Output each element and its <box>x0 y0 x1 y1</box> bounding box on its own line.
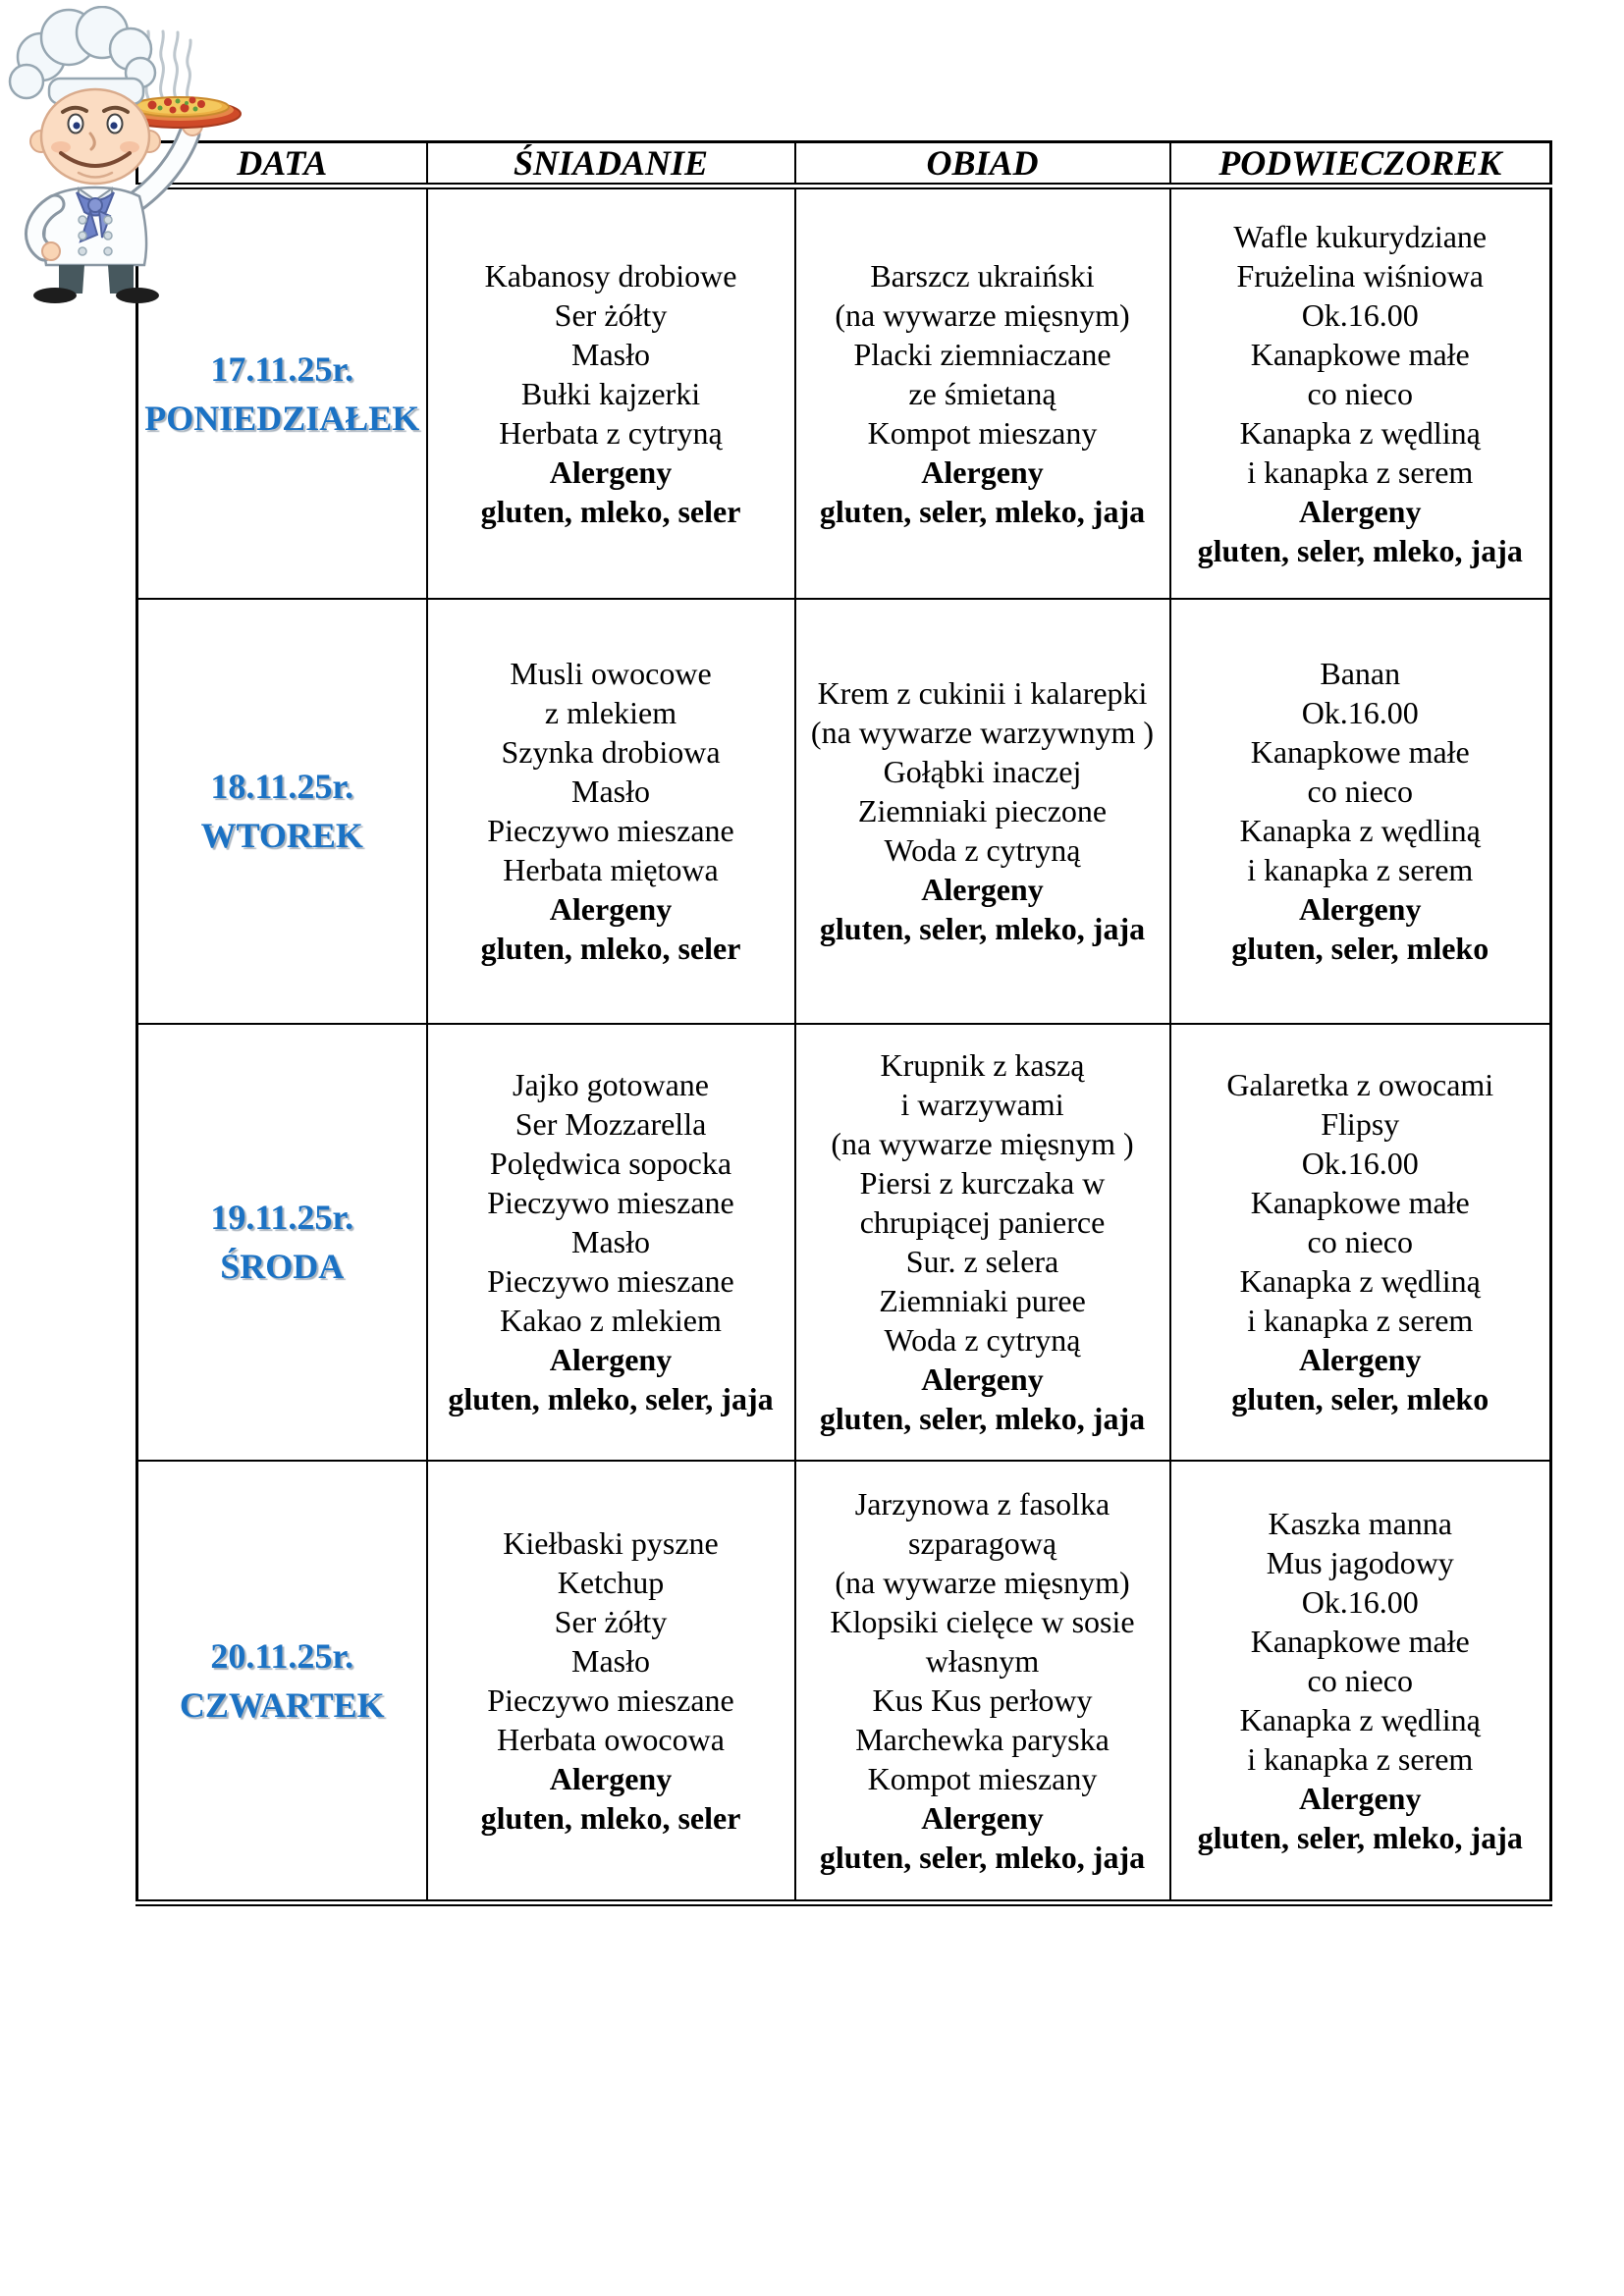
allergen-lines <box>1175 889 1546 968</box>
menu-line: gluten, mleko, seler <box>480 1799 741 1836</box>
menu-line: Alergeny <box>1299 1780 1422 1816</box>
menu-line: Kanapkowe małe <box>1250 1623 1470 1659</box>
menu-line: Kanapkowe małe <box>1250 336 1470 372</box>
menu-line: Herbata owocowa <box>497 1721 725 1757</box>
menu-line: gluten, mleko, seler <box>480 931 741 966</box>
menu-line: Kus Kus perłowy <box>872 1682 1093 1718</box>
menu-line: chrupiącej panierce <box>859 1204 1106 1240</box>
menu-line: Ketchup <box>557 1564 665 1600</box>
day-text: WTOREK <box>200 816 363 855</box>
allergen-lines <box>1175 1340 1546 1418</box>
menu-line: Sur. z selera <box>905 1244 1059 1279</box>
menu-line: Alergeny <box>921 872 1044 907</box>
menu-line: Masło <box>571 336 650 372</box>
menu-items <box>800 1045 1165 1360</box>
allergen-lines <box>800 1360 1165 1438</box>
menu-line: Kanapka z wędliną <box>1239 1263 1481 1299</box>
date-cell-thursday <box>137 1461 427 1903</box>
menu-line: Woda z cytryną <box>884 1322 1081 1358</box>
menu-line: Alergeny <box>921 1799 1044 1836</box>
menu-line: co nieco <box>1307 1224 1413 1259</box>
lunch-cell-thursday <box>795 1461 1170 1903</box>
menu-line: gluten, mleko, seler <box>480 493 741 529</box>
menu-items <box>800 256 1165 453</box>
menu-line: Ok.16.00 <box>1301 695 1419 730</box>
menu-line: gluten, mleko, seler, jaja <box>448 1381 774 1416</box>
menu-line: (na wywarze mięsnym) <box>835 1564 1130 1600</box>
menu-row-monday <box>137 187 1551 599</box>
menu-line: Musli owocowe <box>510 656 712 691</box>
menu-line: i kanapka z serem <box>1247 1740 1474 1777</box>
menu-line: Herbata z cytryną <box>499 414 723 451</box>
day-text: CZWARTEK <box>179 1684 385 1725</box>
snack-cell-thursday <box>1170 1461 1551 1903</box>
menu-line: Kanapkowe małe <box>1250 734 1470 770</box>
menu-line: Alergeny <box>1299 1342 1422 1377</box>
menu-line: gluten, seler, mleko <box>1231 931 1489 966</box>
menu-line: Ok.16.00 <box>1301 1583 1419 1620</box>
menu-line: szparagową <box>907 1524 1057 1561</box>
snack-cell-wednesday <box>1170 1024 1551 1461</box>
menu-line: Alergeny <box>549 454 673 490</box>
menu-line: Pieczywo mieszane <box>487 813 734 848</box>
menu-line: Galaretka z owocami <box>1226 1067 1494 1102</box>
menu-line: z mlekiem <box>544 695 677 730</box>
allergen-lines <box>1175 1779 1546 1857</box>
menu-line: Woda z cytryną <box>884 832 1081 868</box>
menu-line: Ziemniaki puree <box>879 1283 1086 1318</box>
menu-line: gluten, seler, mleko, jaja <box>1197 532 1523 568</box>
menu-line: Kompot mieszany <box>867 414 1098 451</box>
menu-line: Masło <box>571 774 650 809</box>
menu-line: Kabanosy drobiowe <box>484 257 737 294</box>
menu-line: Kiełbaski pyszne <box>503 1524 719 1561</box>
menu-line: co nieco <box>1307 1662 1413 1698</box>
menu-line: gluten, seler, mleko, jaja <box>819 911 1146 946</box>
menu-row-thursday <box>137 1461 1551 1903</box>
menu-line: Herbata miętowa <box>503 852 719 887</box>
lunch-cell-monday <box>795 187 1170 599</box>
header-podwieczorek: PODWIECZOREK <box>1170 142 1551 187</box>
menu-line: Ok.16.00 <box>1301 296 1419 333</box>
date-text: 19.11.25r. <box>210 1198 354 1237</box>
menu-line: Barszcz ukraiński <box>870 257 1095 294</box>
menu-line: ze śmietaną <box>908 375 1056 411</box>
menu-line: Alergeny <box>549 891 673 927</box>
menu-line: (na wywarze mięsnym) <box>835 296 1130 333</box>
menu-line: Pieczywo mieszane <box>487 1263 734 1299</box>
lunch-cell-tuesday <box>795 599 1170 1024</box>
menu-line: Kaszka manna <box>1268 1505 1452 1541</box>
menu-line: Wafle kukurydziane <box>1233 218 1488 254</box>
menu-items <box>800 673 1165 870</box>
menu-line: Ok.16.00 <box>1301 1146 1419 1181</box>
menu-line: Piersi z kurczaka w <box>859 1165 1106 1201</box>
date-text: 20.11.25r. <box>210 1635 354 1676</box>
menu-items <box>1175 654 1546 889</box>
breakfast-cell-tuesday <box>427 599 795 1024</box>
snack-cell-monday <box>1170 187 1551 599</box>
menu-line: co nieco <box>1307 774 1413 809</box>
menu-line: Masło <box>571 1642 650 1679</box>
menu-line: Alergeny <box>1299 891 1422 927</box>
menu-line: Gołąbki inaczej <box>883 754 1082 789</box>
menu-items <box>1175 1065 1546 1340</box>
menu-items <box>1175 217 1546 492</box>
menu-items <box>432 1065 790 1340</box>
header-data: DATA <box>137 142 427 187</box>
date-text: 18.11.25r. <box>210 767 354 806</box>
menu-row-wednesday <box>137 1024 1551 1461</box>
menu-line: Polędwica sopocka <box>489 1146 732 1181</box>
menu-line: Ser żółty <box>554 1603 668 1639</box>
menu-line: Banan <box>1320 656 1401 691</box>
menu-line: Ser Mozzarella <box>514 1106 707 1142</box>
menu-line: gluten, seler, mleko, jaja <box>819 1401 1146 1436</box>
date-text: 17.11.25r. <box>210 348 354 389</box>
menu-line: Jajko gotowane <box>513 1067 709 1102</box>
header-obiad: OBIAD <box>795 142 1170 187</box>
menu-line: Pieczywo mieszane <box>487 1185 734 1220</box>
menu-line: i warzywami <box>900 1087 1064 1122</box>
menu-line: Alergeny <box>921 1362 1044 1397</box>
chef-illustration <box>0 6 245 305</box>
menu-line: i kanapka z serem <box>1247 1303 1474 1338</box>
menu-items <box>432 1523 790 1759</box>
allergen-lines <box>432 1340 790 1418</box>
date-cell-wednesday <box>137 1024 427 1461</box>
menu-line: Alergeny <box>549 1760 673 1796</box>
menu-line: gluten, seler, mleko, jaja <box>1197 1819 1523 1855</box>
allergen-lines <box>800 453 1165 531</box>
menu-line: Placki ziemniaczane <box>853 336 1111 372</box>
menu-line: Jarzynowa z fasolka <box>854 1485 1110 1522</box>
menu-line: (na wywarze mięsnym ) <box>831 1126 1134 1161</box>
menu-items <box>432 256 790 453</box>
menu-line: gluten, seler, mleko, jaja <box>819 1839 1146 1875</box>
menu-line: Masło <box>571 1224 650 1259</box>
breakfast-cell-monday <box>427 187 795 599</box>
menu-line: Kanapkowe małe <box>1250 1185 1470 1220</box>
menu-line: Ser żółty <box>554 296 668 333</box>
menu-line: Bułki kajzerki <box>520 375 701 411</box>
menu-line: Alergeny <box>549 1342 673 1377</box>
menu-items <box>1175 1504 1546 1779</box>
menu-line: i kanapka z serem <box>1247 852 1474 887</box>
menu-line: Frużelina wiśniowa <box>1236 257 1484 294</box>
menu-line: Pieczywo mieszane <box>487 1682 734 1718</box>
menu-line: Krem z cukinii i kalarepki <box>817 675 1148 711</box>
allergen-lines <box>1175 492 1546 570</box>
menu-line: własnym <box>925 1642 1040 1679</box>
menu-line: Kakao z mlekiem <box>500 1303 722 1338</box>
day-text: PONIEDZIAŁEK <box>144 398 420 438</box>
lunch-cell-wednesday <box>795 1024 1170 1461</box>
menu-row-tuesday <box>137 599 1551 1024</box>
menu-line: Mus jagodowy <box>1266 1544 1454 1580</box>
menu-line: gluten, seler, mleko <box>1231 1381 1489 1416</box>
allergen-lines <box>800 1798 1165 1877</box>
header-row <box>137 142 1551 187</box>
menu-line: gluten, seler, mleko, jaja <box>819 493 1146 529</box>
menu-line: Kompot mieszany <box>867 1760 1098 1796</box>
menu-line: Alergeny <box>1299 493 1422 529</box>
breakfast-cell-thursday <box>427 1461 795 1903</box>
menu-line: Alergeny <box>921 454 1044 490</box>
breakfast-cell-wednesday <box>427 1024 795 1461</box>
day-text: ŚRODA <box>220 1247 345 1286</box>
menu-line: Krupnik z kaszą <box>880 1047 1085 1083</box>
menu-line: co nieco <box>1307 375 1413 411</box>
allergen-lines <box>800 870 1165 948</box>
allergen-lines <box>432 1759 790 1838</box>
menu-line: Flipsy <box>1321 1106 1400 1142</box>
menu-line: Kanapka z wędliną <box>1239 1701 1481 1737</box>
allergen-lines <box>432 453 790 531</box>
header-sniadanie: ŚNIADANIE <box>427 142 795 187</box>
menu-line: (na wywarze warzywnym ) <box>810 715 1155 750</box>
weekly-menu-table <box>135 140 1552 1906</box>
menu-line: Kanapka z wędliną <box>1239 813 1481 848</box>
menu-line: Kanapka z wędliną <box>1239 414 1481 451</box>
menu-line: Marchewka paryska <box>855 1721 1110 1757</box>
menu-items <box>800 1484 1165 1798</box>
menu-items <box>432 654 790 889</box>
menu-line: Szynka drobiowa <box>501 734 721 770</box>
menu-line: i kanapka z serem <box>1247 454 1474 490</box>
snack-cell-tuesday <box>1170 599 1551 1024</box>
menu-line: Klopsiki cielęce w sosie <box>830 1603 1135 1639</box>
menu-line: Ziemniaki pieczone <box>857 793 1108 828</box>
date-cell-tuesday <box>137 599 427 1024</box>
allergen-lines <box>432 889 790 968</box>
